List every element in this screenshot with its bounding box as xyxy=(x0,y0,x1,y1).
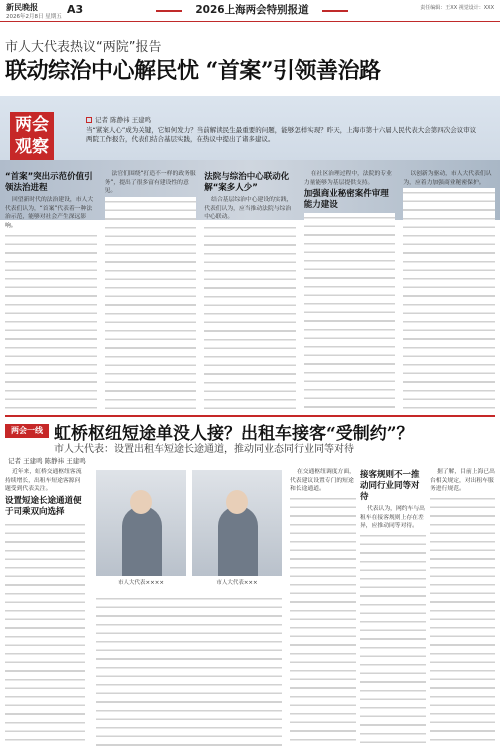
story1-headline: 联动综治中心解民忧 “首案”引领善治路 xyxy=(5,58,381,84)
editor-credits: 责任编辑：王XX 视觉设计：XXX xyxy=(420,5,494,11)
story1-badge: 两会观察 xyxy=(10,112,54,160)
story1-col-4 xyxy=(304,170,396,410)
story2-col-1 xyxy=(5,468,85,746)
story1-col4-text: 在社区治理过程中，法院的专业力量能够为基层提供支持。 xyxy=(303,171,392,186)
story1-subhead-3: 加强商业秘密案件审理能力建设 xyxy=(303,189,389,211)
delegate-photo-1 xyxy=(96,470,186,576)
page-header xyxy=(0,0,500,22)
story1-col3-text: 结合基层综治中心建设的实践，代表们认为，应当推动法院与综治中心联动。 xyxy=(204,197,293,221)
story2-col1-text: 近年来，虹桥交通枢纽客流持续增长，出租车短途客源问题受到代表关注。 xyxy=(5,469,82,493)
story1-subhead-1: “首案”突出示范价值引领法治进程 xyxy=(5,172,93,193)
story1-col5-text: 以创新为驱动，市人大代表们认为，应着力加强商业秘密保护。 xyxy=(403,171,492,186)
story1-col-3 xyxy=(204,170,296,410)
delegate-photo-2 xyxy=(192,470,282,576)
photo-caption-2: 市人大代表××× xyxy=(216,580,258,586)
story2-col-4 xyxy=(360,468,426,746)
story2-headline: 虹桥枢纽短途单没人接？出租车接客“受制约”？ xyxy=(54,424,414,444)
story2-col-2 xyxy=(96,594,282,746)
story1-byline: 记者 陈静祎 王建鸣 xyxy=(86,115,151,124)
story1-col-1 xyxy=(5,170,97,410)
story2-col5-text: 据了解，目前上海已出台相关规定，对出租车服务进行规范。 xyxy=(430,469,495,493)
story1-columns xyxy=(5,170,495,410)
story2-byline: 记者 王建鸣 陈静祎 王建鸣 xyxy=(8,457,86,465)
pen-icon xyxy=(86,117,92,123)
page-number: A3 xyxy=(67,3,84,16)
story1-kicker: 市人大代表热议“两院”报告 xyxy=(5,40,162,55)
story1-lead: 当“紧案人心”成为关键，它如何发力？当前解读民生最重要的问题，能够怎样实现？昨天，上海市第十六届人民代表大会第四次会议审议两院工作报告，代表们结合基层实践，在热议中提出了诸多建议。 xyxy=(86,126,477,143)
story2-subhead-1: 设置短途长途通道便于司乘双向选择 xyxy=(5,495,82,517)
story1-subhead-2: 法院与综治中心联动化解“案多人少” xyxy=(204,172,290,193)
story1-col-5 xyxy=(403,170,495,410)
story2-tag: 两会一线 xyxy=(5,424,49,438)
story1-col-2 xyxy=(105,170,197,410)
story2-photos xyxy=(96,470,282,588)
photo-caption-1: 市人大代表×××× xyxy=(118,580,164,586)
story2-col3-text: 在交通枢纽调度方面，代表建议设置专门的短途和长途通道。 xyxy=(290,469,355,493)
section-divider xyxy=(5,415,495,417)
story1-col1-text: 回望新时代的法治建设，市人大代表们认为，“首案”代表着一种法治示范，能够对社会产生深远影响。 xyxy=(5,197,94,229)
story1-col2-text: 法官们围绕“打造不一样的政务服务”，提出了很多富有建设性的意见。 xyxy=(104,171,196,195)
newspaper-logo: 新民晚报 xyxy=(6,3,38,12)
issue-date: 2026年2月8日 星期五 xyxy=(6,14,62,20)
story2-col4-text: 代表认为，网约车与出租车在接客规则上存在差异，应推动同等对待。 xyxy=(360,506,425,530)
section-banner: 2026上海两会特别报道 xyxy=(166,2,338,19)
story2-subhead-2: 接客规则不一推动同行业同等对待 xyxy=(360,470,420,502)
story2-subheadline: 市人大代表：设置出租车短途长途通道，推动同业态同行业同等对待 xyxy=(54,444,354,455)
story2-col-5 xyxy=(430,468,495,746)
story2-col-3 xyxy=(290,468,356,746)
